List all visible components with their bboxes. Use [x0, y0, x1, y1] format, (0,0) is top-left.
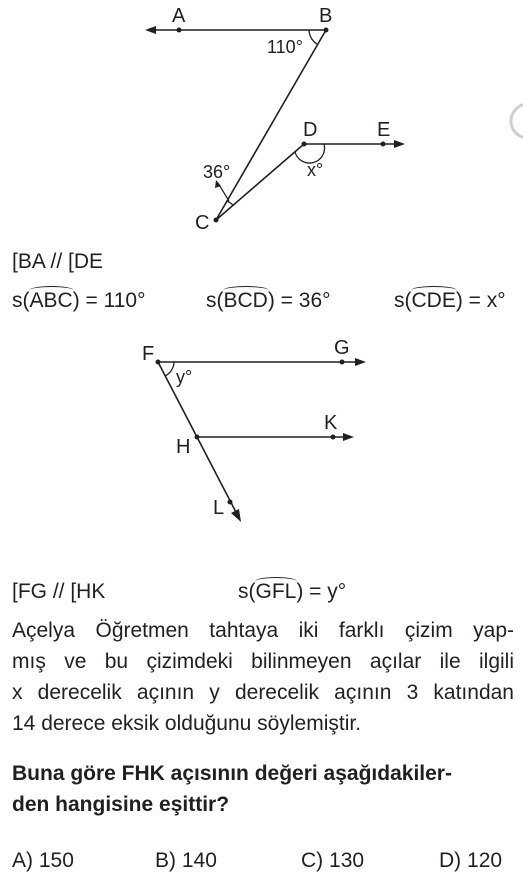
paragraph-line: x derecelik açının y derecelik açının 3 katından — [12, 681, 514, 704]
label-a: A — [172, 5, 186, 27]
point-c — [214, 218, 219, 223]
figure-2-drawing — [0, 330, 523, 530]
arc-abc: ABC — [29, 289, 73, 312]
option-c[interactable]: C) 130 — [301, 849, 365, 872]
parallel-statement-1: [BA // [DE — [12, 250, 104, 273]
ray-de-arrow — [394, 140, 405, 148]
figure-1 — [0, 0, 523, 235]
arc-gfl: GFL — [255, 580, 297, 603]
label-b: B — [319, 5, 333, 27]
measure-gfl: s(GFL) = y° — [238, 580, 347, 603]
label-k: K — [324, 412, 338, 434]
ray-fl-arrow — [231, 509, 241, 522]
point-d — [302, 142, 307, 147]
point-l — [228, 500, 233, 505]
label-f: F — [142, 343, 155, 365]
point-e — [381, 142, 386, 147]
angle-d-value: x° — [307, 160, 324, 180]
label-g: G — [334, 337, 350, 359]
paragraph-line: 14 derece eksik olduğunu söylemiştir. — [12, 712, 362, 735]
arc-cde: CDE — [411, 289, 456, 312]
angle-c-value: 36° — [203, 162, 231, 182]
parallel-statement-2: [FG // [HK — [12, 580, 106, 603]
measure-cde: s(CDE) = x° — [394, 289, 506, 312]
measure-abc: s(ABC) = 110° — [12, 289, 146, 312]
angle-b-value: 110° — [267, 37, 303, 57]
point-k — [331, 435, 336, 440]
label-l: L — [213, 497, 225, 519]
label-e: E — [377, 119, 391, 141]
ray-hk-arrow — [343, 433, 354, 441]
figure-2 — [0, 330, 523, 530]
ray-fg-arrow — [355, 358, 366, 366]
label-d: D — [303, 119, 318, 141]
measure-bcd: s(BCD) = 36° — [206, 289, 331, 312]
ray-ba-arrow — [145, 26, 156, 34]
segment-cd — [216, 144, 304, 220]
angle-arc-c — [227, 201, 233, 205]
arc-bcd: BCD — [223, 289, 268, 312]
angle-arc-b — [309, 30, 317, 44]
point-g — [340, 360, 345, 365]
question-line: Buna göre FHK açısının değeri aşağıdakiler- — [12, 762, 452, 785]
figure-1-drawing — [0, 0, 523, 235]
option-d[interactable]: D) 120 — [439, 849, 503, 872]
label-h: H — [176, 436, 191, 458]
point-a — [177, 28, 182, 33]
question-text — [12, 758, 514, 820]
paragraph-line: Açelya Öğretmen tahtaya iki farklı çizim yap- — [12, 619, 514, 642]
problem-paragraph — [12, 615, 514, 739]
option-a[interactable]: A) 150 — [12, 849, 74, 872]
label-c: C — [195, 212, 210, 234]
option-b[interactable]: B) 140 — [155, 849, 217, 872]
page-edge-decoration — [508, 102, 523, 142]
paragraph-line: mış ve bu çizimdeki bilinmeyen açılar ile ilgili — [12, 650, 514, 673]
question-line: den hangisine eşittir? — [12, 793, 230, 816]
angle-arc-f — [165, 362, 174, 376]
angle-f-value: y° — [176, 367, 193, 387]
